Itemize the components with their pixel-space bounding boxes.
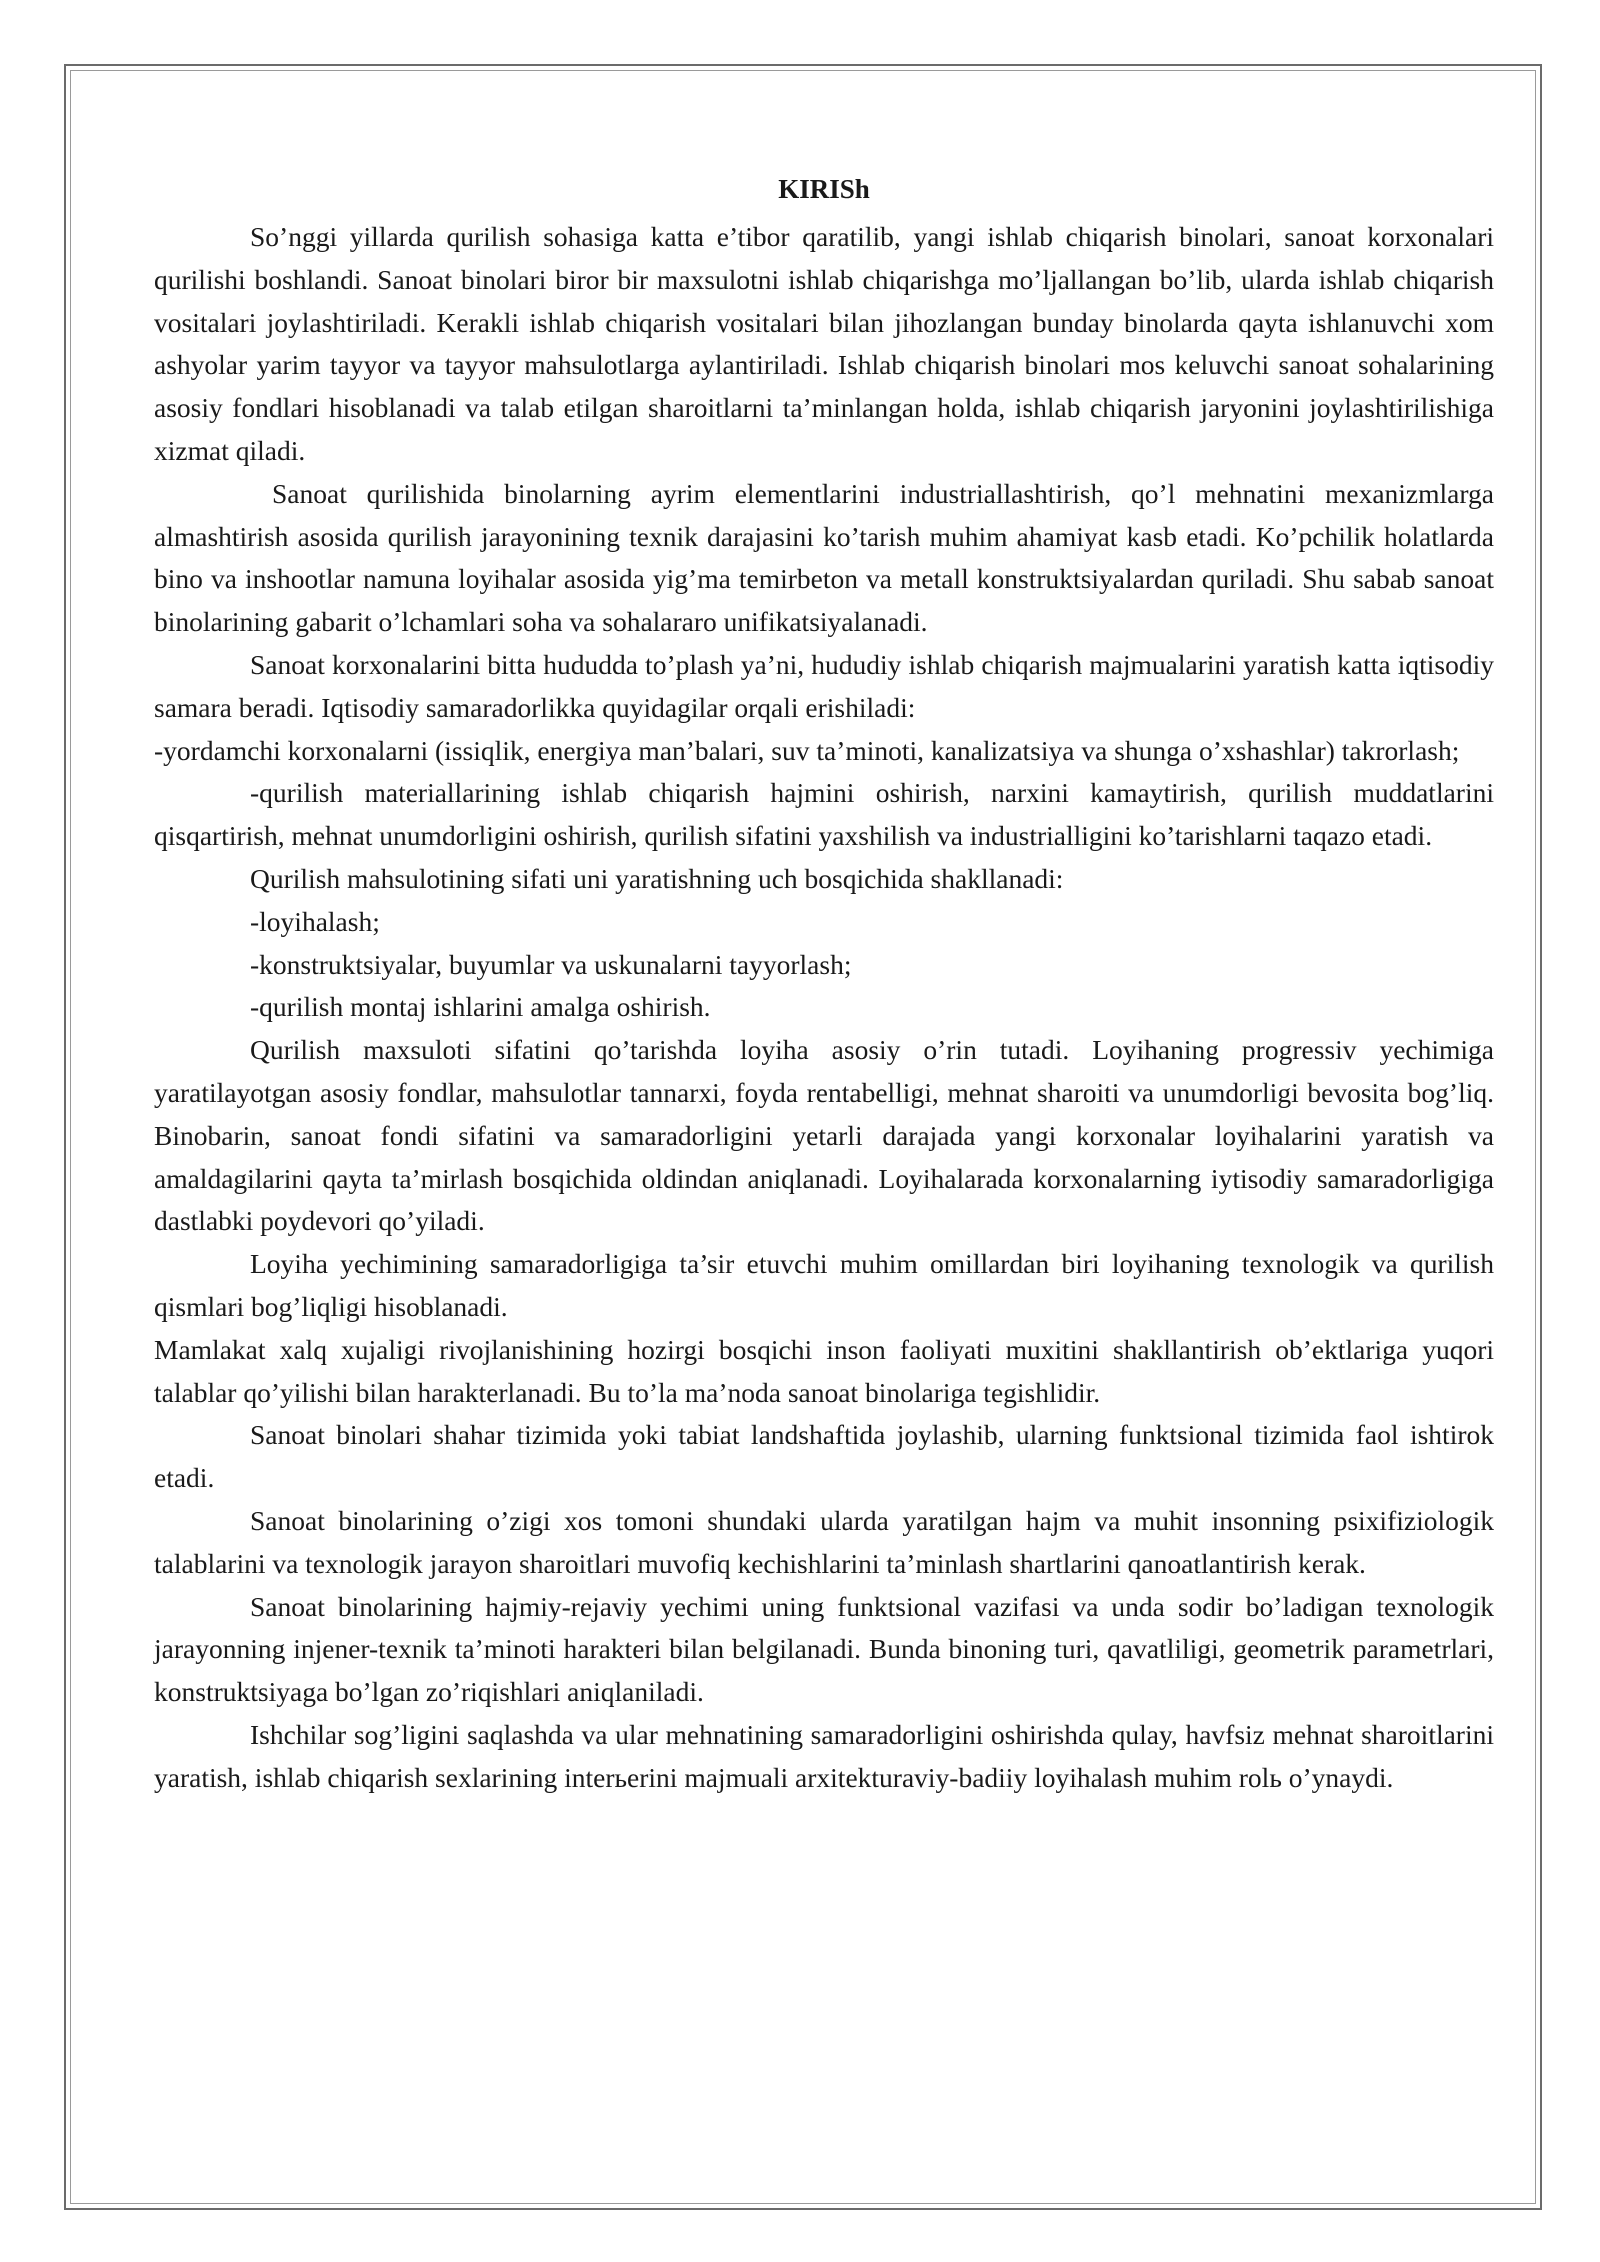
list-item-4: -konstruktsiyalar, buyumlar va uskunalarni tayyorlash; (250, 948, 852, 980)
paragraph-1: So’nggi yillarda qurilish sohasiga katta e’tibor qaratilib, yangi ishlab chiqarish binolari, sanoat korxonalari qurilishi boshlandi. Sanoat binolari biror bir maxsulotni ishlab chiqarishga mo’ljallangan bo’lib, ularda ishlab chiqarish vositalari joylashtiriladi. Kerakli ishlab chiqarish vositalari bilan jihozlangan bunday binolarda qayta ishlanuvchi xom ashyolar yarim tayyor va tayyor mahsulotlarga aylantiriladi. Ishlab chiqarish binolari mos keluvchi sanoat sohalarining asosiy fondlari hisoblanadi va talab etilgan sharoitlarni ta’minlangan holda, ishlab chiqarish jaryonini joylashtirilishiga xizmat qiladi. (154, 221, 1494, 466)
paragraph-11: Ishchilar sog’ligini saqlashda va ular mehnatining samaradorligini oshirishda qulay, havfsiz mehnat sharoitlarini yaratish, ishlab chiqarish sexlarining intеrьеrini majmuali arxitekturaviy-badiiy loyihalash muhim rolь o’ynaydi. (154, 1718, 1494, 1793)
list-item-2: -qurilish materiallarining ishlab chiqarish hajmini oshirish, narxini kamaytirish, qurilish muddatlarini qisqartirish, mehnat unumdorligini oshirish, qurilish sifatini yaxshilish va industrialligini ko’tarishlarni taqazo etadi. (154, 777, 1494, 852)
document-body (154, 168, 1494, 1799)
document-title: KIRISh (778, 174, 870, 204)
list-item-5: -qurilish montaj ishlarini amalga oshirish. (250, 991, 711, 1023)
paragraph-9: Sanoat binolarining o’zigi xos tomoni shundaki ularda yaratilgan hajm va muhit insonning psixifiziologik talablarini va texnologik jarayon sharoitlari muvofiq kechishlarini ta’minlash shartlarini qanoatlantirish kerak. (154, 1504, 1494, 1579)
paragraph-10: Sanoat binolarining hajmiy-rejaviy yechimi uning funktsional vazifasi va unda sodir bo’ladigan texnologik jarayonning injener-texnik ta’minoti harakteri bilan belgilanadi. Bunda binoning turi, qavatliligi, geometrik parametrlari, konstruktsiyaga bo’lgan zo’riqishlari aniqlaniladi. (154, 1590, 1494, 1708)
paragraph-2: Sanoat qurilishida binolarning ayrim elementlarini industriallashtirish, qo’l mehnatini mexanizmlarga almashtirish asosida qurilish jarayonining texnik darajasini ko’tarish muhim ahamiyat kasb etadi. Ko’pchilik holatlarda bino va inshootlar namuna loyihalar asosida yig’ma temirbeton va metall konstruktsiyalardan quriladi. Shu sabab sanoat binolarining gabarit o’lchamlari soha va sohalararo unifikatsiyalanadi. (154, 477, 1494, 638)
paragraph-4: Qurilish mahsulotining sifati uni yaratishning uch bosqichida shakllanadi: (250, 862, 1064, 894)
paragraph-7: Mamlakat xalq xujaligi rivojlanishining hozirgi bosqichi inson faoliyati muxitini shakllantirish ob’ektlariga yuqori talablar qo’yilishi bilan harakterlanadi. Bu to’la ma’noda sanoat binolariga tegishlidir. (154, 1333, 1494, 1408)
paragraph-3: Sanoat korxonalarini bitta hududda to’plash ya’ni, hududiy ishlab chiqarish majmualarini yaratish katta iqtisodiy samara beradi. Iqtisodiy samaradorlikka quyidagilar orqali erishiladi: (154, 648, 1494, 723)
paragraph-5: Qurilish maxsuloti sifatini qo’tarishda loyiha asosiy o’rin tutadi. Loyihaning progressiv yechimiga yaratilayotgan asosiy fondlar, mahsulotlar tannarxi, foyda rentabelligi, mehnat sharoiti va unumdorligi bevosita bog’liq. Binobarin, sanoat fondi sifatini va samaradorligini yetarli darajada yangi korxonalar loyihalarini yaratish va amaldagilarini qayta ta’mirlash bosqichida oldindan aniqlanadi. Loyihalarada korxonalarning iytisodiy samaradorligiga dastlabki poydevori qo’yiladi. (154, 1034, 1494, 1237)
list-item-3: -loyihalash; (250, 905, 380, 937)
list-item-1: -yordamchi korxonalarni (issiqlik, energiya man’balari, suv ta’minoti, kanalizatsiya va shunga o’xshashlar) takrorlash; (154, 734, 1460, 766)
paragraph-8: Sanoat binolari shahar tizimida yoki tabiat landshaftida joylashib, ularning funktsional tizimida faol ishtirok etadi. (154, 1419, 1494, 1494)
paragraph-6: Loyiha yechimining samaradorligiga ta’sir etuvchi muhim omillardan biri loyihaning texnologik va qurilish qismlari bog’liqligi hisoblanadi. (154, 1248, 1494, 1322)
